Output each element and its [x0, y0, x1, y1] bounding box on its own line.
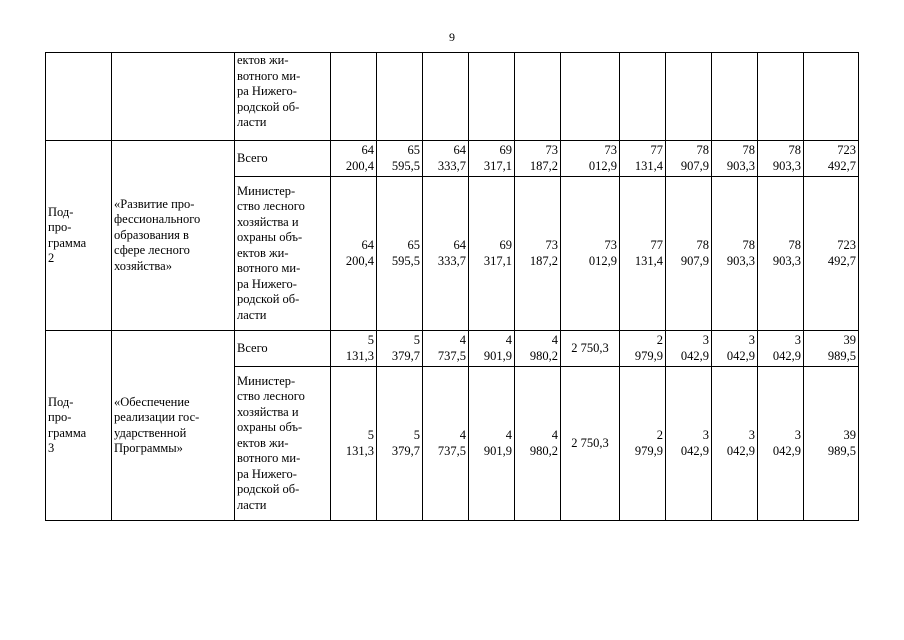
- value-cell: [804, 53, 859, 141]
- text-line: Министер-: [237, 373, 296, 388]
- value-cell: [377, 141, 423, 177]
- value-cell: [620, 53, 666, 141]
- value-text: 64: [453, 143, 466, 157]
- value-text: 3: [702, 333, 709, 347]
- text-line: грамма: [48, 425, 87, 440]
- table-row-total: [46, 331, 859, 367]
- text-line: вотного ми-: [237, 261, 301, 276]
- program-label-cell: [46, 53, 112, 141]
- value-text: 131,4: [634, 158, 663, 173]
- value-cell: [666, 53, 712, 141]
- value-text: 903,3: [772, 158, 801, 173]
- value-text: 78: [742, 143, 755, 157]
- value-text: 042,9: [772, 348, 801, 363]
- value-cell: [712, 141, 758, 177]
- value-cell: [666, 141, 712, 177]
- value-cell: [561, 141, 620, 177]
- value-text: 012,9: [588, 158, 617, 173]
- value-cell: [804, 331, 859, 367]
- value-cell: [515, 367, 561, 521]
- value-text: 595,5: [391, 158, 420, 173]
- value-text: 379,7: [391, 443, 420, 458]
- executor-cell: [235, 141, 331, 177]
- value-text: 979,9: [634, 348, 663, 363]
- value-text: 979,9: [634, 443, 663, 458]
- value-text: 3: [702, 428, 709, 442]
- value-text: 77: [650, 143, 663, 157]
- value-text: 5: [413, 428, 420, 442]
- value-text: 333,7: [437, 158, 466, 173]
- text-line: ектов жи-: [237, 245, 289, 260]
- value-text: 907,9: [680, 158, 709, 173]
- text-line: ласти: [237, 497, 267, 512]
- value-cell: [620, 367, 666, 521]
- value-text: 723: [837, 143, 856, 157]
- text-line: Министер-: [237, 183, 296, 198]
- value-text: 4: [459, 428, 466, 442]
- value-text: 989,5: [827, 443, 856, 458]
- value-text: 379,7: [391, 348, 420, 363]
- value-text: 333,7: [437, 253, 466, 268]
- value-cell: [712, 177, 758, 331]
- value-text: 737,5: [437, 443, 466, 458]
- text-line: хозяйства»: [114, 258, 172, 273]
- value-cell: [469, 177, 515, 331]
- value-text: 73: [604, 238, 617, 252]
- text-line: Всего: [237, 150, 268, 165]
- value-text: 4: [459, 333, 466, 347]
- program-name-cell: [112, 141, 235, 331]
- value-text: 042,9: [772, 443, 801, 458]
- value-text: 980,2: [529, 348, 558, 363]
- budget-table: [45, 52, 859, 521]
- value-cell: [620, 177, 666, 331]
- value-cell: [423, 53, 469, 141]
- value-text: 65: [407, 143, 420, 157]
- text-line: сфере лесного: [114, 243, 190, 258]
- value-text: 73: [545, 238, 558, 252]
- program-name-cell: [112, 331, 235, 521]
- value-text: 723: [837, 238, 856, 252]
- value-cell: [423, 141, 469, 177]
- value-text: 39: [843, 333, 856, 347]
- text-line: ство лесного: [237, 199, 305, 214]
- value-text: 78: [696, 238, 709, 252]
- value-text: 5: [367, 428, 374, 442]
- value-cell: [377, 53, 423, 141]
- value-text: 4: [551, 333, 558, 347]
- table-row-continuation: [46, 53, 859, 141]
- value-text: 73: [545, 143, 558, 157]
- text-line: вотного ми-: [237, 68, 301, 83]
- text-line: родской об-: [237, 99, 300, 114]
- executor-cell: [235, 367, 331, 521]
- text-line: Программы»: [114, 441, 183, 455]
- value-text: 903,3: [772, 253, 801, 268]
- executor-cell: [235, 53, 331, 141]
- value-text: 64: [361, 238, 374, 252]
- value-text: 200,4: [345, 158, 374, 173]
- value-text: 78: [696, 143, 709, 157]
- value-cell: [666, 331, 712, 367]
- text-line: ударственной: [114, 425, 187, 440]
- text-line: хозяйства и: [237, 404, 299, 419]
- value-text: 73: [604, 143, 617, 157]
- value-text: 042,9: [680, 443, 709, 458]
- value-text: 901,9: [483, 443, 512, 458]
- value-text: 77: [650, 238, 663, 252]
- value-cell: [712, 53, 758, 141]
- value-text: 980,2: [529, 443, 558, 458]
- value-text: 187,2: [529, 158, 558, 173]
- value-cell: [423, 331, 469, 367]
- text-line: 2: [48, 251, 55, 265]
- text-line: ласти: [237, 307, 267, 322]
- value-cell: [469, 331, 515, 367]
- value-cell: [377, 331, 423, 367]
- value-text: 78: [788, 238, 801, 252]
- value-text: 492,7: [827, 253, 856, 268]
- text-line: Всего: [237, 340, 268, 355]
- value-cell: [758, 331, 804, 367]
- value-text: 737,5: [437, 348, 466, 363]
- value-cell: [804, 141, 859, 177]
- text-line: образования в: [114, 227, 189, 242]
- value-cell: [423, 177, 469, 331]
- table-row-total: [46, 141, 859, 177]
- value-text: 989,5: [827, 348, 856, 363]
- value-text: 65: [407, 238, 420, 252]
- value-text: 042,9: [726, 443, 755, 458]
- value-text: 012,9: [588, 253, 617, 268]
- value-text: 131,3: [345, 443, 374, 458]
- value-cell: [423, 367, 469, 521]
- value-text: 4: [505, 333, 512, 347]
- text-line: фессионального: [114, 212, 201, 227]
- value-cell: [469, 53, 515, 141]
- text-line: охраны объ-: [237, 230, 303, 245]
- value-text: 5: [367, 333, 374, 347]
- value-cell: [620, 331, 666, 367]
- value-text: 903,3: [726, 158, 755, 173]
- value-text: 4: [505, 428, 512, 442]
- value-text: 69: [499, 143, 512, 157]
- text-line: ство лесного: [237, 389, 305, 404]
- text-line: ра Нижего-: [237, 276, 297, 291]
- value-text: 2 750,3: [571, 435, 609, 450]
- value-cell: [758, 177, 804, 331]
- value-text: 595,5: [391, 253, 420, 268]
- value-cell: [561, 331, 620, 367]
- value-cell: [515, 177, 561, 331]
- value-cell: [377, 367, 423, 521]
- program-name-cell: [112, 53, 235, 141]
- value-text: 64: [453, 238, 466, 252]
- value-text: 042,9: [680, 348, 709, 363]
- text-line: про-: [48, 410, 72, 424]
- value-text: 3: [794, 333, 801, 347]
- text-line: ектов жи-: [237, 435, 289, 450]
- value-cell: [712, 367, 758, 521]
- text-line: ектов жи-: [237, 53, 289, 67]
- value-cell: [331, 331, 377, 367]
- value-text: 3: [794, 428, 801, 442]
- value-cell: [561, 177, 620, 331]
- value-cell: [804, 367, 859, 521]
- value-text: 907,9: [680, 253, 709, 268]
- text-line: ра Нижего-: [237, 84, 297, 98]
- value-cell: [469, 367, 515, 521]
- value-text: 042,9: [726, 348, 755, 363]
- value-text: 78: [742, 238, 755, 252]
- value-text: 4: [551, 428, 558, 442]
- table-body: [46, 53, 859, 521]
- text-line: ласти: [237, 115, 267, 129]
- value-text: 131,3: [345, 348, 374, 363]
- value-cell: [331, 177, 377, 331]
- text-line: родской об-: [237, 482, 300, 497]
- value-text: 903,3: [726, 253, 755, 268]
- value-cell: [758, 367, 804, 521]
- value-text: 901,9: [483, 348, 512, 363]
- value-cell: [331, 141, 377, 177]
- value-text: 131,4: [634, 253, 663, 268]
- value-text: 3: [748, 428, 755, 442]
- text-line: ра Нижего-: [237, 466, 297, 481]
- value-cell: [666, 177, 712, 331]
- value-text: 317,1: [483, 253, 512, 268]
- text-line: реализации гос-: [114, 410, 200, 424]
- value-cell: [515, 53, 561, 141]
- value-cell: [561, 53, 620, 141]
- value-text: 78: [788, 143, 801, 157]
- value-text: 2: [656, 333, 663, 347]
- text-line: про-: [48, 220, 72, 234]
- value-text: 69: [499, 238, 512, 252]
- executor-cell: [235, 177, 331, 331]
- value-cell: [377, 177, 423, 331]
- value-text: 187,2: [529, 253, 558, 268]
- value-cell: [758, 141, 804, 177]
- value-cell: [515, 141, 561, 177]
- value-cell: [331, 53, 377, 141]
- program-label-cell: [46, 331, 112, 521]
- value-text: 2: [656, 428, 663, 442]
- value-text: 3: [748, 333, 755, 347]
- text-line: хозяйства и: [237, 214, 299, 229]
- text-line: родской об-: [237, 292, 300, 307]
- value-cell: [331, 367, 377, 521]
- value-cell: [804, 177, 859, 331]
- text-line: охраны объ-: [237, 420, 303, 435]
- text-line: Под-: [48, 204, 74, 219]
- text-line: «Обеспечение: [114, 394, 190, 409]
- value-text: 39: [843, 428, 856, 442]
- value-text: 5: [413, 333, 420, 347]
- executor-cell: [235, 331, 331, 367]
- value-cell: [666, 367, 712, 521]
- value-cell: [712, 331, 758, 367]
- value-cell: [758, 53, 804, 141]
- page-number: 9: [449, 30, 455, 44]
- text-line: Под-: [48, 394, 74, 409]
- value-text: 2 750,3: [571, 340, 609, 355]
- text-line: вотного ми-: [237, 451, 301, 466]
- value-text: 200,4: [345, 253, 374, 268]
- value-text: 317,1: [483, 158, 512, 173]
- text-line: грамма: [48, 235, 87, 250]
- value-cell: [469, 141, 515, 177]
- text-line: 3: [48, 441, 55, 455]
- program-label-cell: [46, 141, 112, 331]
- value-text: 492,7: [827, 158, 856, 173]
- value-cell: [515, 331, 561, 367]
- value-cell: [620, 141, 666, 177]
- value-text: 64: [361, 143, 374, 157]
- text-line: «Развитие про-: [114, 196, 195, 211]
- value-cell: [561, 367, 620, 521]
